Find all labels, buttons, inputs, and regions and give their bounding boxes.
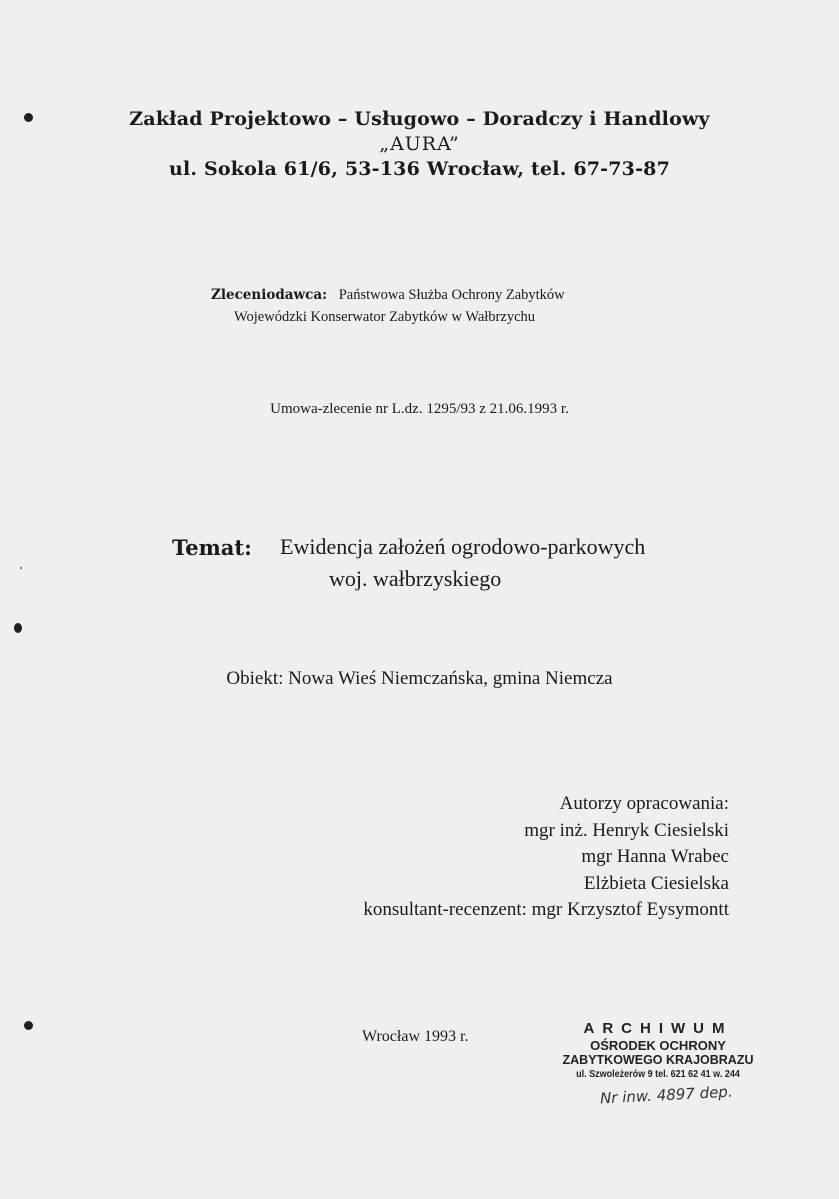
consultant-line: konsultant-recenzent: mgr Krzysztof Eysymontt (363, 899, 729, 920)
client-label: Zleceniodawca: (211, 287, 328, 303)
punch-hole (24, 1021, 33, 1030)
stamp-line-2: OŚRODEK OCHRONY (590, 1038, 726, 1053)
stamp-line-1: ARCHIWUM (583, 1020, 733, 1037)
author-name: Elżbieta Ciesielska (583, 872, 729, 894)
stamp-line-4: ul. Szwoleżerów 9 tel. 621 62 41 w. 244 (576, 1069, 740, 1080)
archive-stamp (558, 1020, 758, 1080)
author-name: mgr Hanna Wrabec (581, 846, 729, 867)
topic-line-1: Ewidencja założeń ogrodowo-parkowych (280, 534, 646, 559)
client-block (211, 287, 565, 304)
object-line: Obiekt: Nowa Wieś Niemczańska, gmina Niemcza (226, 668, 613, 689)
client-line-2: Wojewódzki Konserwator Zabytków w Wałbrzychu (234, 309, 536, 325)
company-address: ul. Sokola 61/6, 53-136 Wrocław, tel. 67-73-87 (168, 158, 671, 180)
topic-label: Temat: (172, 535, 252, 560)
company-brand: „AURA” (379, 133, 460, 155)
authors-heading: Autorzy opracowania: (559, 793, 729, 814)
stamp-line-3: ZABYTKOWEGO KRAJOBRAZU (562, 1053, 754, 1067)
client-line-1: Państwowa Służba Ochrony Zabytków (338, 287, 565, 303)
topic-line-2: woj. wałbrzyskiego (329, 566, 502, 591)
scan-speck (20, 567, 22, 569)
punch-hole (14, 623, 22, 633)
contract-number: Umowa-zlecenie nr L.dz. 1295/93 z 21.06.1993 r. (270, 401, 569, 417)
authors-block (363, 791, 729, 924)
place-date: Wrocław 1993 r. (362, 1028, 469, 1045)
author-name: mgr inż. Henryk Ciesielski (524, 819, 729, 841)
company-name: Zakład Projektowo – Usługowo – Doradczy i Handlowy (129, 108, 710, 130)
handwritten-inventory-note: Nr inw. 4897 dep. (599, 1082, 734, 1108)
